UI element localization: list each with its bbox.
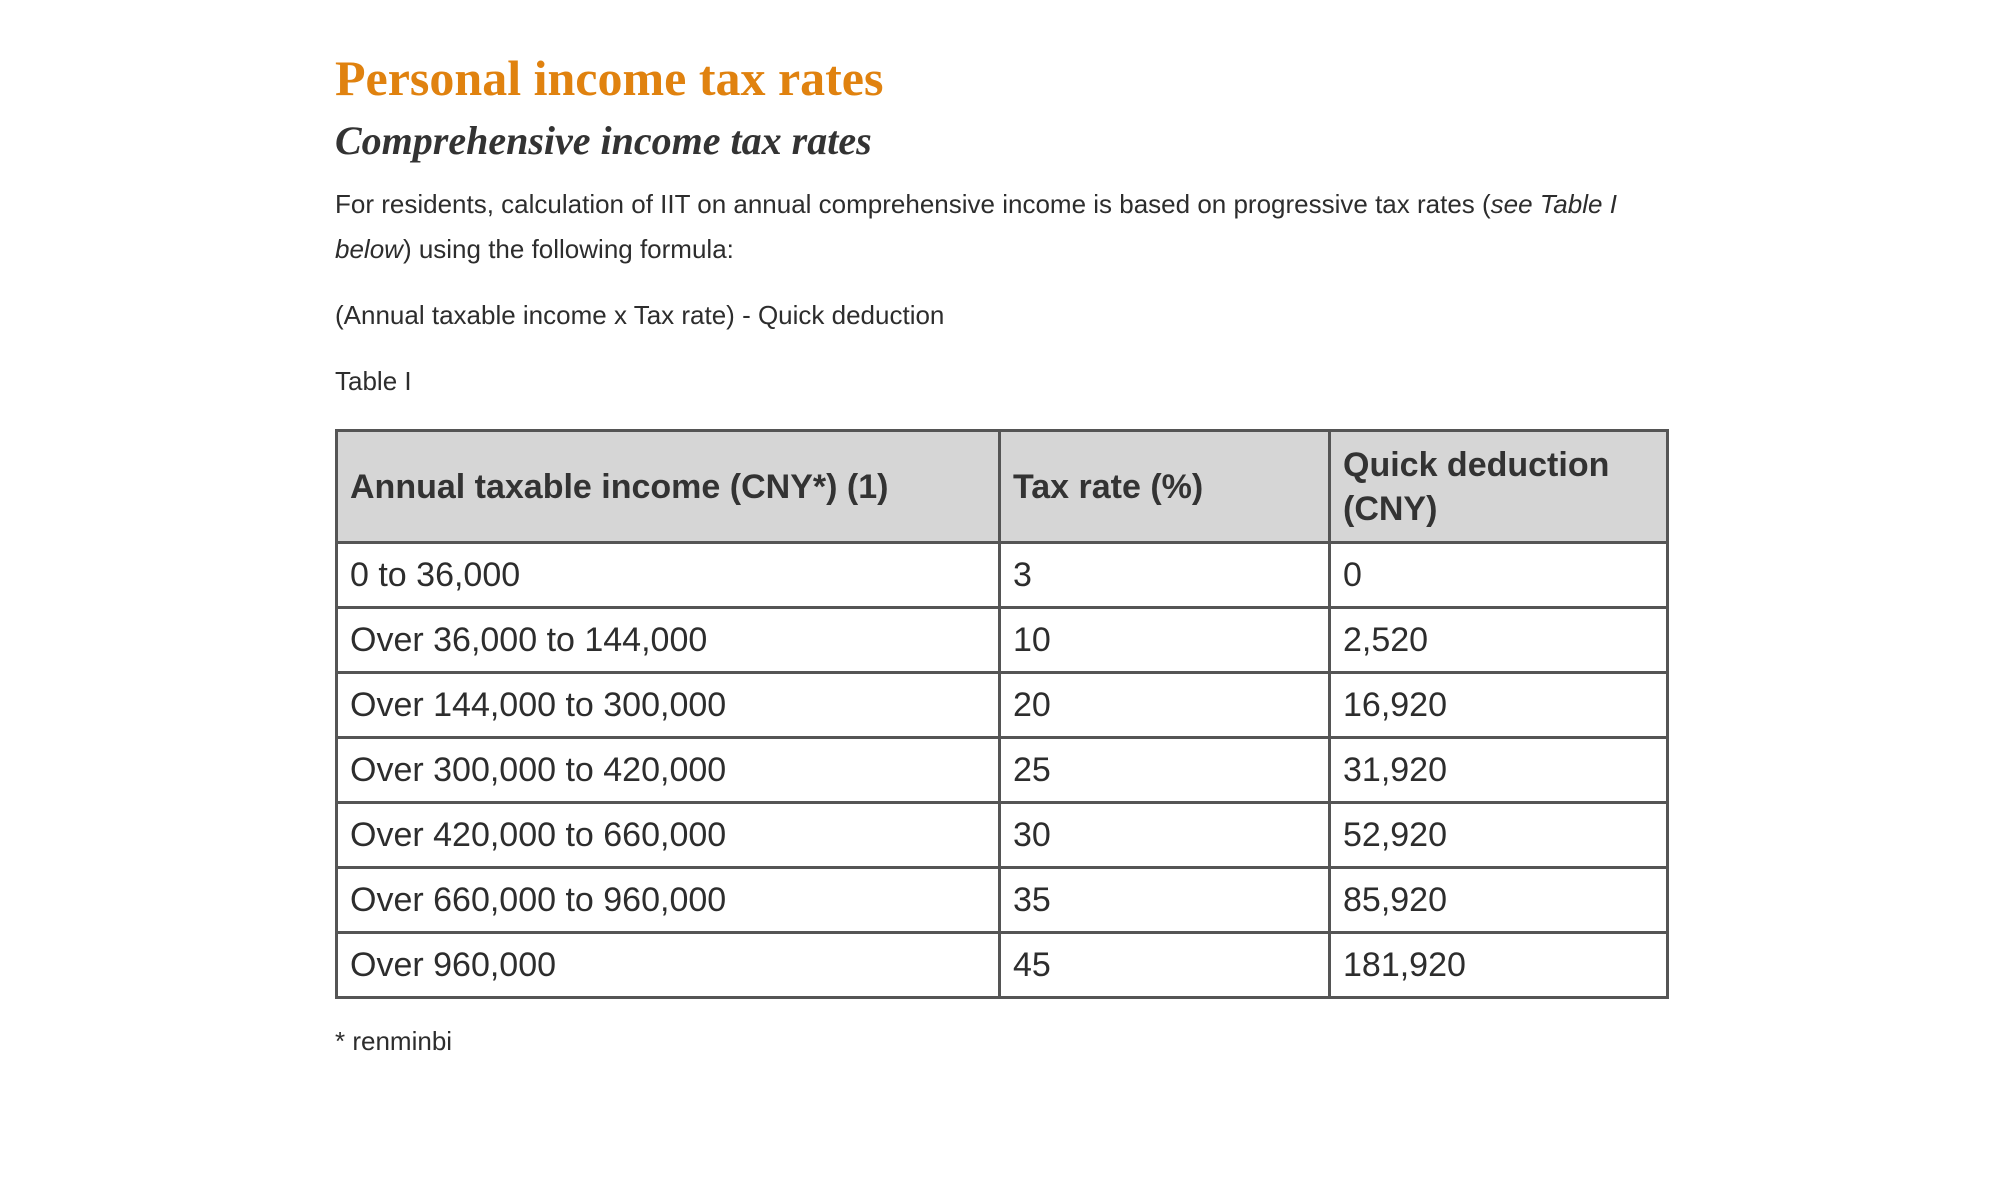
income-bracket-cell: Over 960,000 bbox=[337, 933, 1000, 998]
quick-deduction-cell: 85,920 bbox=[1330, 868, 1668, 933]
table-row bbox=[337, 933, 1668, 998]
formula-text: (Annual taxable income x Tax rate) - Quick deduction bbox=[335, 300, 945, 330]
tax-rate-cell: 35 bbox=[1000, 868, 1330, 933]
intro-text-end: ) using the following formula: bbox=[402, 234, 734, 264]
intro-text-start: For residents, calculation of IIT on annual comprehensive income is based on progressive tax rates ( bbox=[335, 189, 1491, 219]
table-row bbox=[337, 803, 1668, 868]
table-row bbox=[337, 608, 1668, 673]
quick-deduction-cell: 16,920 bbox=[1330, 673, 1668, 738]
tax-rate-cell: 25 bbox=[1000, 738, 1330, 803]
table-row bbox=[337, 868, 1668, 933]
intro-paragraph bbox=[335, 182, 1655, 272]
quick-deduction-cell: 0 bbox=[1330, 543, 1668, 608]
tax-rate-cell: 20 bbox=[1000, 673, 1330, 738]
tax-rate-cell: 45 bbox=[1000, 933, 1330, 998]
income-bracket-cell: Over 36,000 to 144,000 bbox=[337, 608, 1000, 673]
tax-rate-cell: 3 bbox=[1000, 543, 1330, 608]
header-annual-taxable-income: Annual taxable income (CNY*) (1) bbox=[337, 431, 1000, 543]
table-row bbox=[337, 673, 1668, 738]
income-bracket-cell: 0 to 36,000 bbox=[337, 543, 1000, 608]
income-bracket-cell: Over 660,000 to 960,000 bbox=[337, 868, 1000, 933]
quick-deduction-cell: 31,920 bbox=[1330, 738, 1668, 803]
tax-rate-cell: 10 bbox=[1000, 608, 1330, 673]
table-caption: Table I bbox=[335, 366, 412, 396]
income-bracket-cell: Over 300,000 to 420,000 bbox=[337, 738, 1000, 803]
article-content bbox=[335, 48, 1665, 1087]
income-bracket-cell: Over 420,000 to 660,000 bbox=[337, 803, 1000, 868]
table-header-row bbox=[337, 431, 1668, 543]
quick-deduction-cell: 52,920 bbox=[1330, 803, 1668, 868]
page-title: Personal income tax rates bbox=[335, 50, 884, 106]
section-title: Comprehensive income tax rates bbox=[335, 118, 872, 163]
footnote: * renminbi bbox=[335, 1026, 453, 1056]
income-bracket-cell: Over 144,000 to 300,000 bbox=[337, 673, 1000, 738]
header-quick-deduction: Quick deduction (CNY) bbox=[1330, 431, 1668, 543]
header-tax-rate: Tax rate (%) bbox=[1000, 431, 1330, 543]
table-row bbox=[337, 738, 1668, 803]
table-reference: see Table I below bbox=[335, 189, 1617, 264]
tax-rate-table bbox=[335, 429, 1669, 999]
table-row bbox=[337, 543, 1668, 608]
quick-deduction-cell: 181,920 bbox=[1330, 933, 1668, 998]
quick-deduction-cell: 2,520 bbox=[1330, 608, 1668, 673]
tax-rate-cell: 30 bbox=[1000, 803, 1330, 868]
